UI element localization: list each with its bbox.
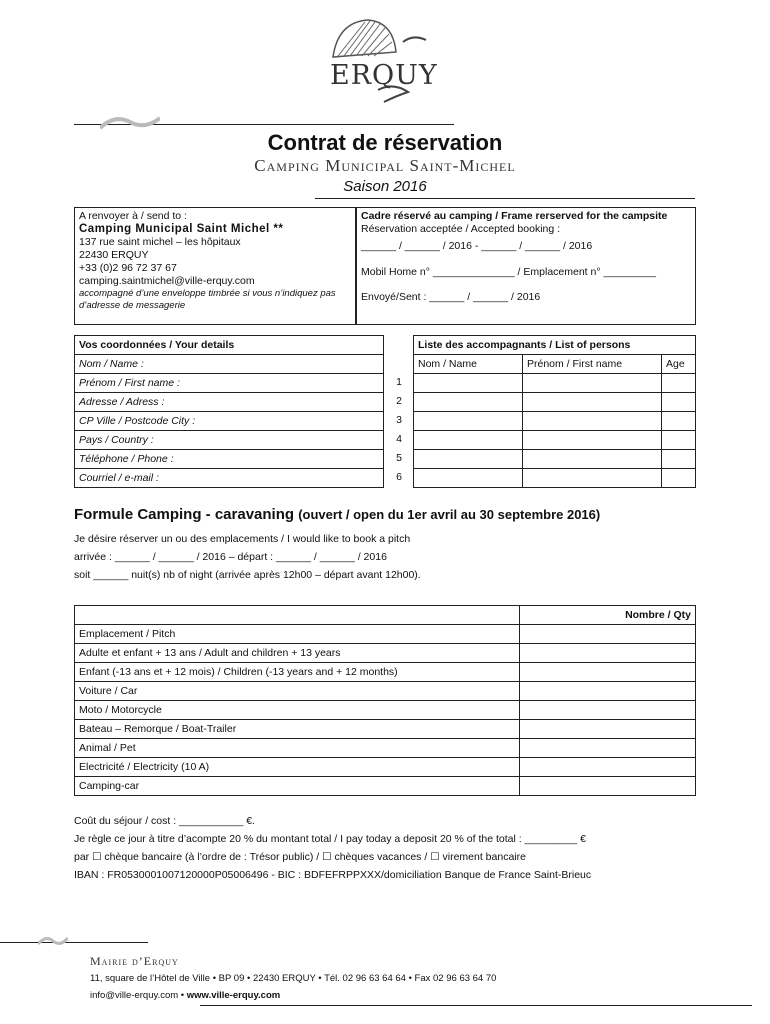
formule-info <box>74 530 421 584</box>
booking-request: Je désire réserver un ou des emplacements / I would like to book a pitch <box>74 533 411 545</box>
footer-divider-right <box>200 1005 752 1006</box>
person-number: 6 <box>396 471 402 483</box>
deposit: Je règle ce jour à titre d’acompte 20 % du montant total / I pay today a deposit 20 % of the total : _________ € <box>74 833 586 845</box>
payment-method: par ☐ chèque bancaire (à l’ordre de : Trésor public) / ☐ chèques vacances / ☐ virement bancaire <box>74 851 526 863</box>
season: Saison 2016 <box>343 178 427 195</box>
details-heading: Vos coordonnées / Your details <box>75 336 384 355</box>
footer-divider-left <box>0 942 148 943</box>
table-row <box>414 450 696 469</box>
season-underline <box>315 198 695 199</box>
qty-item-label: Voiture / Car <box>75 682 520 701</box>
persons-table <box>413 335 696 488</box>
footer-website-link[interactable]: www.ville-erquy.com <box>186 990 281 1001</box>
qty-input-cell[interactable] <box>520 777 696 796</box>
qty-input-cell[interactable] <box>520 682 696 701</box>
qty-header: Nombre / Qty <box>520 606 696 625</box>
camping-name: Camping Municipal Saint-Michel <box>254 156 516 175</box>
footer-contact <box>90 990 280 1001</box>
qty-item-label: Emplacement / Pitch <box>75 625 520 644</box>
qty-input-cell[interactable] <box>520 720 696 739</box>
mobil-home-number: Mobil Home n° ______________ / Emplacement n° _________ <box>361 266 657 278</box>
qty-item-label: Moto / Motorcycle <box>75 701 520 720</box>
envelope-note: accompagné d’une enveloppe timbrée si vous n’indiquez pas d’adresse de messagerie <box>79 288 336 311</box>
qty-input-cell[interactable] <box>520 758 696 777</box>
detail-name[interactable]: Nom / Name : <box>75 355 384 374</box>
erquy-logo <box>318 12 448 104</box>
person-age-cell[interactable] <box>662 393 696 412</box>
table-row <box>75 758 696 777</box>
quantity-table <box>74 605 696 796</box>
send-to-box <box>74 207 356 325</box>
table-row <box>75 663 696 682</box>
table-row <box>414 431 696 450</box>
person-first-name-cell[interactable] <box>523 431 662 450</box>
table-row <box>414 393 696 412</box>
qty-item-label: Adulte et enfant + 13 ans / Adult and children + 13 years <box>75 644 520 663</box>
qty-input-cell[interactable] <box>520 644 696 663</box>
table-row <box>75 739 696 758</box>
arrival-departure: arrivée : ______ / ______ / 2016 – départ : ______ / ______ / 2016 <box>74 551 387 563</box>
person-number: 1 <box>396 376 402 388</box>
formule-dates: (ouvert / open du 1er avril au 30 septembre 2016) <box>298 507 601 522</box>
details-table <box>74 335 384 488</box>
person-age-cell[interactable] <box>662 469 696 488</box>
table-row <box>75 777 696 796</box>
footer-email[interactable]: info@ville-erquy.com <box>90 990 179 1001</box>
table-row <box>414 374 696 393</box>
reserved-heading: Cadre réservé au camping / Frame rerserved for the campsite <box>361 210 668 222</box>
detail-postcode[interactable]: CP Ville / Postcode City : <box>75 412 384 431</box>
person-age-cell[interactable] <box>662 412 696 431</box>
table-row <box>75 682 696 701</box>
col-name: Nom / Name <box>414 355 523 374</box>
address-line-2: 22430 ERQUY <box>79 249 149 261</box>
person-number: 2 <box>396 395 402 407</box>
person-first-name-cell[interactable] <box>523 469 662 488</box>
person-name-cell[interactable] <box>414 412 523 431</box>
qty-input-cell[interactable] <box>520 701 696 720</box>
table-row <box>75 644 696 663</box>
stay-cost: Coût du séjour / cost : ___________ €. <box>74 815 255 827</box>
qty-item-label: Bateau – Remorque / Boat-Trailer <box>75 720 520 739</box>
detail-email[interactable]: Courriel / e-mail : <box>75 469 384 488</box>
person-first-name-cell[interactable] <box>523 450 662 469</box>
qty-item-label: Electricité / Electricity (10 A) <box>75 758 520 777</box>
person-name-cell[interactable] <box>414 374 523 393</box>
nights: soit ______ nuit(s) nb of night (arrivée après 12h00 – départ avant 12h00). <box>74 569 421 581</box>
qty-item-label: Animal / Pet <box>75 739 520 758</box>
footer-address: 11, square de l’Hôtel de Ville • BP 09 • 22430 ERQUY • Tél. 02 96 63 64 64 • Fax 02 96 63 64 70 <box>90 973 497 984</box>
person-name-cell[interactable] <box>414 469 523 488</box>
person-name-cell[interactable] <box>414 431 523 450</box>
address-line-1: 137 rue saint michel – les hôpitaux <box>79 236 241 248</box>
detail-address[interactable]: Adresse / Adress : <box>75 393 384 412</box>
person-age-cell[interactable] <box>662 374 696 393</box>
send-to-label: A renvoyer à / send to : <box>79 210 187 222</box>
footer-title: Mairie d’Erquy <box>90 954 179 968</box>
camping-email: camping.saintmichel@ville-erquy.com <box>79 275 255 287</box>
qty-input-cell[interactable] <box>520 739 696 758</box>
sent-date: Envoyé/Sent : ______ / ______ / 2016 <box>361 291 541 303</box>
accepted-booking: Réservation acceptée / Accepted booking : <box>361 223 561 235</box>
person-number: 5 <box>396 452 402 464</box>
person-age-cell[interactable] <box>662 431 696 450</box>
footer-wave-icon <box>38 935 68 947</box>
table-row <box>75 720 696 739</box>
person-name-cell[interactable] <box>414 450 523 469</box>
booking-dates: ______ / ______ / 2016 - ______ / ______ / 2016 <box>361 240 593 252</box>
person-first-name-cell[interactable] <box>523 393 662 412</box>
person-first-name-cell[interactable] <box>523 412 662 431</box>
table-row <box>414 412 696 431</box>
detail-phone[interactable]: Téléphone / Phone : <box>75 450 384 469</box>
col-first-name: Prénom / First name <box>523 355 662 374</box>
iban: IBAN : FR0530001007120000P05006496 - BIC : BDFEFRPPXXX/domiciliation Banque de France Saint-Brieuc <box>74 869 592 881</box>
page-title: Contrat de réservation <box>267 130 503 155</box>
col-age: Age <box>662 355 696 374</box>
persons-heading: Liste des accompagnants / List of persons <box>414 336 696 355</box>
formule-heading <box>74 506 600 523</box>
logo-text: ERQUY <box>330 60 438 91</box>
person-number: 3 <box>396 414 402 426</box>
person-numbers <box>392 373 406 487</box>
table-row <box>75 701 696 720</box>
footer-separator: • <box>180 990 185 1001</box>
person-age-cell[interactable] <box>662 450 696 469</box>
camping-phone: +33 (0)2 96 72 37 67 <box>79 262 177 274</box>
detail-first-name[interactable]: Prénom / First name : <box>75 374 384 393</box>
table-row <box>414 469 696 488</box>
qty-input-cell[interactable] <box>520 663 696 682</box>
payment-section <box>74 812 591 884</box>
detail-country[interactable]: Pays / Country : <box>75 431 384 450</box>
person-first-name-cell[interactable] <box>523 374 662 393</box>
qty-item-label: Enfant (-13 ans et + 12 mois) / Children (-13 years and + 12 months) <box>75 663 520 682</box>
person-name-cell[interactable] <box>414 393 523 412</box>
camping-address-name: Camping Municipal Saint Michel ** <box>79 223 284 235</box>
qty-input-cell[interactable] <box>520 625 696 644</box>
person-number: 4 <box>396 433 402 445</box>
reserved-box <box>356 207 696 325</box>
table-row <box>75 625 696 644</box>
formule-title: Formule Camping - caravaning <box>74 506 295 523</box>
qty-item-label: Camping-car <box>75 777 520 796</box>
